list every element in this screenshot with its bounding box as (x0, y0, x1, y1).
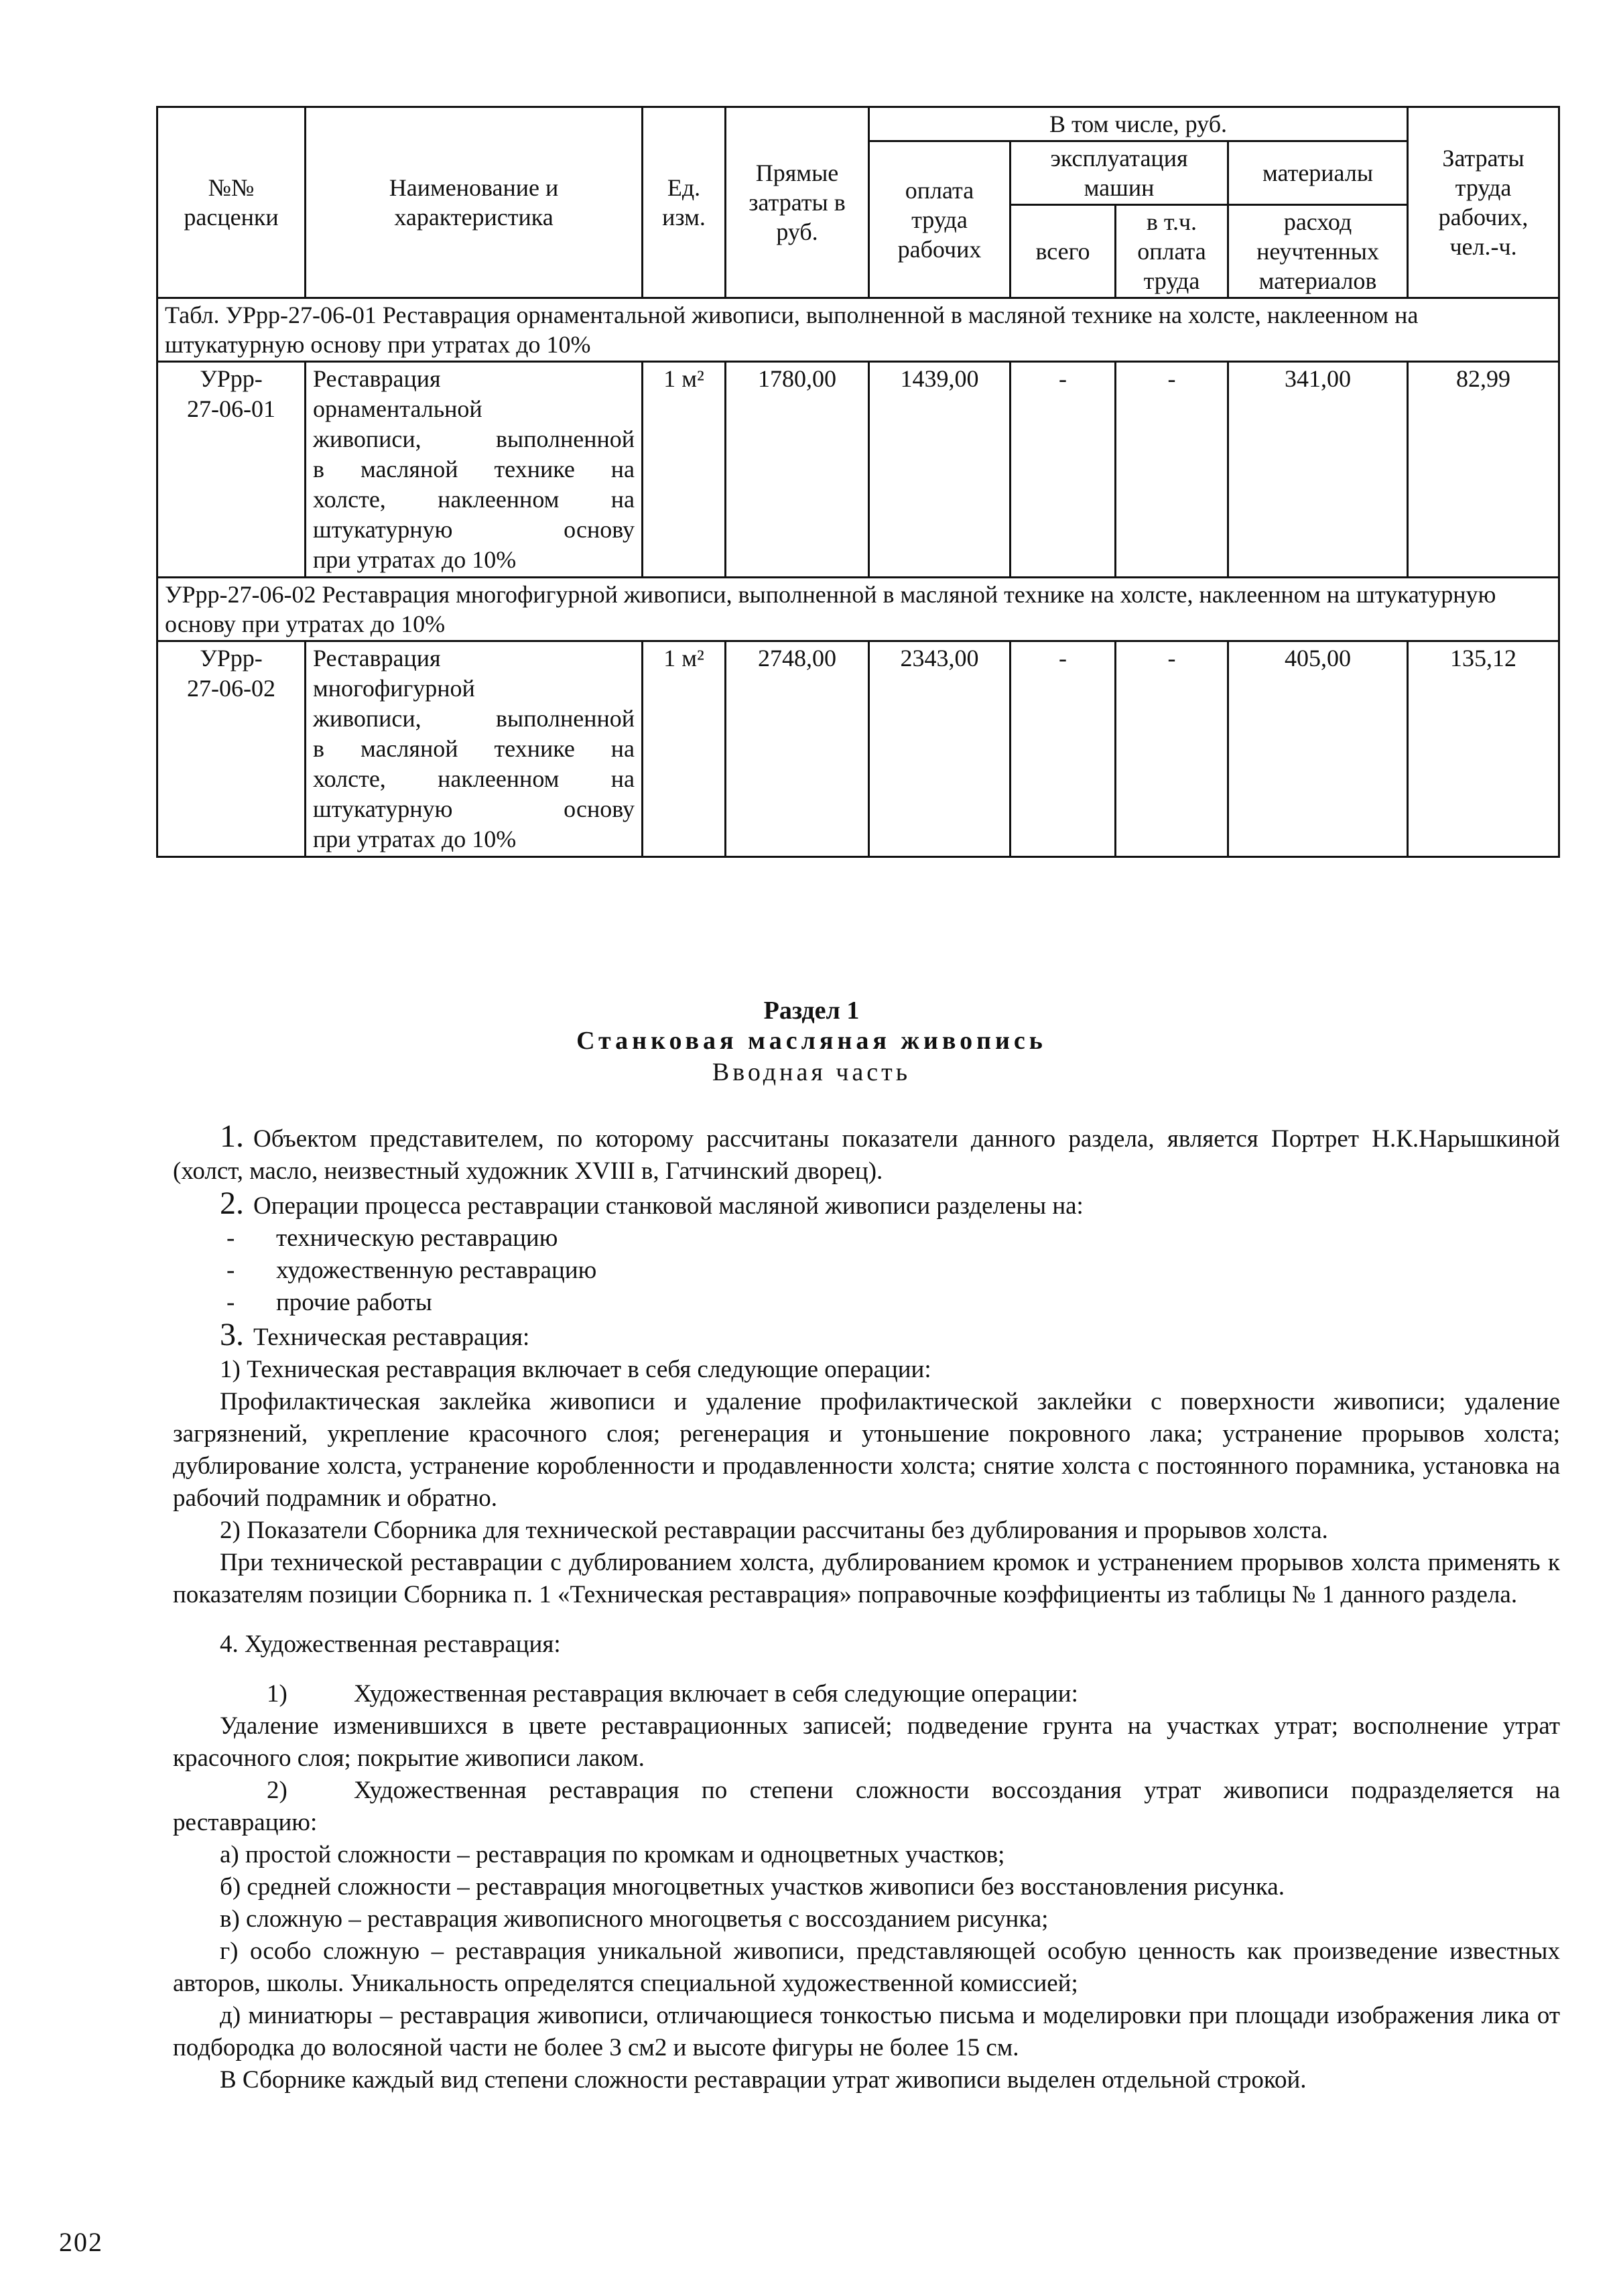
rate-code (157, 362, 306, 578)
rate-name-line: в масляной технике на (313, 456, 635, 483)
rate-code-part: 27-06-02 (187, 675, 275, 702)
list-item: в) сложную – реставрация живописного многоцветья с воссозданием рисунка; (220, 1905, 1049, 1933)
rate-name-line: холсте, наклеенном на (313, 765, 635, 792)
header-machines-pay: в т.ч. оплата труда (1116, 205, 1228, 298)
rate-unit: 1 м² (643, 362, 726, 578)
list-item-text: прочие работы (276, 1289, 432, 1316)
page-number: 202 (59, 2227, 103, 2257)
rate-unit: 1 м² (643, 641, 726, 857)
rate-labor-pay: 1439,00 (869, 362, 1011, 578)
rate-code-part: УРрр- (200, 645, 263, 672)
paragraph-text: Художественная реставрация по степени сложности воссоздания утрат живописи подразделяется на реставрацию: (173, 1777, 1560, 1836)
paragraph: Профилактическая заклейка живописи и удаление профилактической заклейки с поверхности живописи; удаление загрязнений, укрепление красочного слоя; регенерация и утоньшение покровного лака; устранение прорывов холста; дублирование холста, устранение коробленности и продавленности холста; снятие холста с постоянного порамника, установка на рабочий подрамник и обратно. (173, 1388, 1560, 1512)
rate-code-part: 27-06-01 (187, 395, 275, 422)
rate-materials: 405,00 (1228, 641, 1408, 857)
section-title: УРрр-27-06-02 Реставрация многофигурной живописи, выполненной в масляной технике на холсте, наклеенном на штукатурную основу при утратах до 10% (157, 578, 1559, 641)
table-section-row (157, 298, 1559, 362)
rate-name-line: орнаментальной (313, 395, 482, 422)
rate-code-part: УРрр- (200, 365, 263, 392)
paragraph-number: 1. (220, 1119, 244, 1154)
rate-labor-hours: 135,12 (1408, 641, 1559, 857)
rate-machines-pay: - (1116, 362, 1228, 578)
list-item: г) особо сложную – реставрация уникальной живописи, представляющей особую ценность как произведение известных авторов, школы. Уникальность определятся специальной художественной комиссией; (173, 1937, 1560, 1997)
paragraph (173, 1188, 1560, 1222)
paragraph: Удаление изменившихся в цвете реставрационных записей; подведение грунта на участках утрат; восполнение утрат красочного слоя; покрытие живописи лаком. (173, 1712, 1560, 1772)
paragraph-text: Операции процесса реставрации станковой масляной живописи разделены на: (253, 1192, 1084, 1220)
list-item: а) простой сложности – реставрация по кромкам и одноцветных участков; (220, 1841, 1005, 1868)
header-direct-costs: Прямые затраты в руб. (726, 107, 869, 298)
paragraph-number: 3. (220, 1317, 244, 1352)
paragraph (173, 1678, 1560, 1710)
paragraph: В Сборнике каждый вид степени сложности реставрации утрат живописи выделен отдельной строкой. (220, 2066, 1307, 2094)
list-item: д) миниатюры – реставрация живописи, отличающиеся тонкостью письма и моделировки при площади изображения лика от подбородка до волосяной части не более 3 см2 и высоте фигуры не более 15 см. (173, 2002, 1560, 2061)
paragraph-number: 2. (220, 1186, 244, 1221)
header-including: В том числе, руб. (869, 107, 1408, 141)
table-row (157, 641, 1559, 857)
list-item-text: техническую реставрацию (276, 1224, 558, 1252)
table-section-row (157, 578, 1559, 641)
rate-direct: 1780,00 (726, 362, 869, 578)
header-code: №№ расценки (157, 107, 306, 298)
rate-materials: 341,00 (1228, 362, 1408, 578)
rate-code (157, 641, 306, 857)
paragraph-text: Объектом представителем, по которому рассчитаны показатели данного раздела, является Портрет Н.К.Нарышкиной (холст, масло, неизвестный художник XVIII в, Гатчинский дворец). (173, 1125, 1560, 1185)
rate-name-line: штукатурную основу (313, 795, 635, 822)
paragraph-text: Техническая реставрация: (253, 1324, 530, 1351)
section-heading: Раздел 1 (763, 997, 860, 1025)
paragraph: 4. Художественная реставрация: (220, 1631, 561, 1658)
rate-machines-pay: - (1116, 641, 1228, 857)
header-unit: Ед. изм. (643, 107, 726, 298)
header-machines: эксплуатация машин (1011, 141, 1228, 205)
header-labor-hours: Затраты труда рабочих, чел.-ч. (1408, 107, 1559, 298)
rate-name-line: Реставрация (313, 645, 441, 672)
section-title: Табл. УРрр-27-06-01 Реставрация орнаментальной живописи, выполненной в масляной технике на холсте, наклеенном на штукатурную основу при утратах до 10% (157, 298, 1559, 362)
rate-name-line: живописи, выполненной (313, 705, 635, 732)
paragraph (173, 1121, 1560, 1188)
list-item-text: художественную реставрацию (276, 1257, 597, 1284)
rate-labor-hours: 82,99 (1408, 362, 1559, 578)
paragraph: При технической реставрации с дублированием холста, дублированием кромок и устранением прорывов холста применять к показателям позиции Сборника п. 1 «Техническая реставрация» поправочные коэффициенты из таблицы № 1 данного раздела. (173, 1549, 1560, 1608)
header-materials-unaccounted: расход неучтенных материалов (1228, 205, 1408, 298)
section-subtitle: Станковая масляная живопись (576, 1027, 1047, 1055)
paragraph: 1) Техническая реставрация включает в себя следующие операции: (220, 1356, 931, 1383)
list-item: - художественную реставрацию (173, 1255, 1560, 1287)
rate-name (306, 641, 643, 857)
header-name: Наименование и характеристика (306, 107, 643, 298)
rate-name-line: при утратах до 10% (313, 826, 517, 852)
rate-direct: 2748,00 (726, 641, 869, 857)
rate-name-line: штукатурную основу (313, 516, 635, 543)
paragraph (173, 1319, 1560, 1354)
rate-name-line: в масляной технике на (313, 735, 635, 762)
header-row-1 (157, 107, 1559, 141)
rates-table (156, 106, 1560, 858)
paragraph-number: 1) (267, 1680, 287, 1708)
header-labor-pay: оплата труда рабочих (869, 141, 1011, 298)
section-part-title: Вводная часть (712, 1058, 911, 1086)
list-item: б) средней сложности – реставрация многоцветных участков живописи без восстановления рисунка. (220, 1873, 1285, 1901)
body-text (173, 1121, 1560, 2096)
rate-machines-total: - (1011, 362, 1116, 578)
rate-name-line: живописи, выполненной (313, 426, 635, 452)
header-materials: материалы (1228, 141, 1408, 205)
rate-name-line: холсте, наклеенном на (313, 486, 635, 513)
list-item: - техническую реставрацию (173, 1222, 1560, 1255)
rate-name-line: многофигурной (313, 675, 475, 702)
paragraph: 2) Показатели Сборника для технической реставрации рассчитаны без дублирования и прорывов холста. (220, 1517, 1328, 1544)
paragraph-number: 2) (267, 1777, 287, 1804)
header-machines-total: всего (1011, 205, 1116, 298)
rate-machines-total: - (1011, 641, 1116, 857)
list-item: - прочие работы (173, 1287, 1560, 1319)
rate-labor-pay: 2343,00 (869, 641, 1011, 857)
paragraph-text: Художественная реставрация включает в себя следующие операции: (354, 1680, 1078, 1708)
rate-name (306, 362, 643, 578)
rate-name-line: Реставрация (313, 365, 441, 392)
paragraph (173, 1775, 1560, 1839)
table-row (157, 362, 1559, 578)
rate-name-line: при утратах до 10% (313, 546, 517, 573)
